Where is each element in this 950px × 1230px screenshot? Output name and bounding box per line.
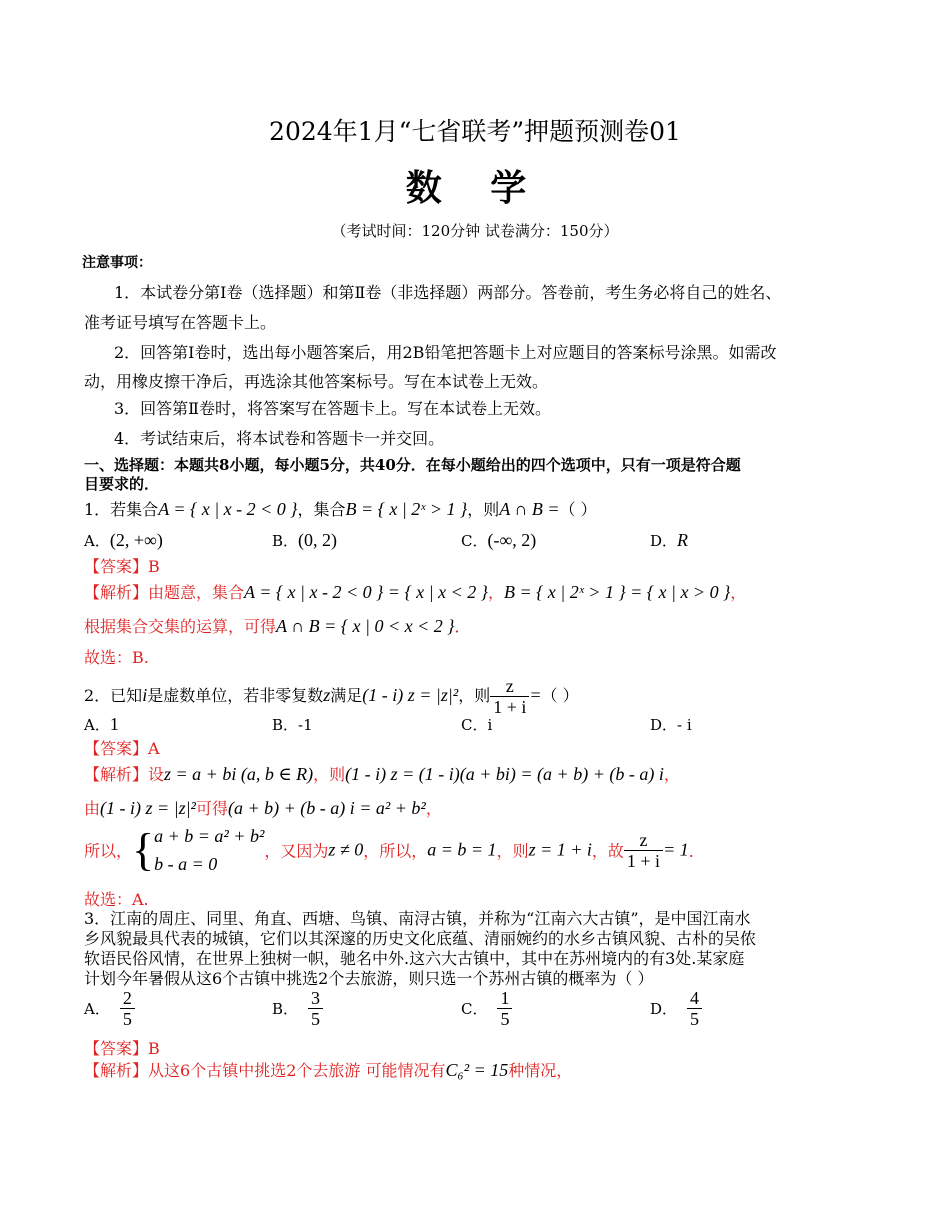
q3-option-a: A． $\frac{2}{5}$ (84, 988, 135, 1029)
q1-option-a: A．(2, +∞) (84, 530, 163, 550)
q2-answer: 【答案】A (84, 739, 160, 758)
note-4: 4．考试结束后，将本试卷和答题卡一并交回。 (114, 429, 445, 448)
paper-title: 2024年1月“七省联考”押题预测卷01 (269, 117, 681, 146)
q1-set-b: B = { x | 2ˣ > 1 } (345, 499, 468, 519)
q3-line-3: 软语民俗风情，在世界上独树一帜，驰名中外.这六大古镇中，其中在苏州境内的有3处.某家庭 (84, 949, 745, 968)
q1-option-b: B．(0, 2) (272, 530, 338, 550)
q3-line-1: 3．江南的周庄、同里、角直、西塘、鸟镇、南浔古镇，并称为“江南六大古镇”，是中国江南水 (84, 909, 751, 928)
q3-option-d: D． $\frac{4}{5}$ (650, 988, 702, 1029)
q2-analysis-1: 【解析】设z = a + bi (a, b ∈ R)，则(1 - i) z = (1 - i)(a + bi) = (a + b) + (b - a) i， (84, 764, 680, 784)
q1-expr: A ∩ B = (499, 499, 560, 519)
q2-option-a: A．1 (84, 714, 119, 734)
note-2b: 动，用橡皮擦干净后，再选涂其他答案标号。写在本试卷上无效。 (84, 372, 549, 391)
section-heading-1: 一、选择题：本题共8小题，每小题5分，共40分．在每小题给出的四个选项中，只有一项是符合题 (84, 456, 741, 474)
q1-mid: ，集合 (297, 500, 346, 519)
note-1a: 1．本试卷分第Ⅰ卷（选择题）和第Ⅱ卷（非选择题）两部分。答卷前，考生务必将自己的姓名、 (114, 283, 782, 302)
q1-analysis-1: 【解析】由题意，集合A = { x | x - 2 < 0 } = { x | x < 2 }，B = { x | 2ˣ > 1 } = { x | x > 0 }， (84, 582, 747, 602)
q2-option-d: D．- i (650, 716, 692, 734)
q1-option-d: D．R (650, 530, 689, 550)
q1-set-a: A = { x | x - 2 < 0 } (158, 499, 298, 519)
imag-unit: i (142, 685, 148, 705)
equation-system: a + b = a² + b² b - a = 0 (154, 826, 265, 874)
q3-answer: 【答案】B (84, 1039, 160, 1058)
q3-line-4: 计划今年暑假从这6个古镇中挑选2个去旅游，则只选一个苏州古镇的概率为（ ） (84, 969, 654, 988)
question-2-stem: 2．已知i是虚数单位，若非零复数z满足(1 - i) z = |z|²，则 $\frac{z}{1 + i}$ =（ ） (84, 676, 579, 717)
subject-title: 数 学 (405, 167, 545, 209)
q2-analysis-3: 所以，{ a + b = a² + b² b - a = 0 ，又因为z ≠ 0，所以，a = b = 1，则z = 1 + i，故 $\frac{z}{1 + i}$ = 1． (84, 822, 705, 878)
q2-option-b: B．-1 (272, 716, 313, 734)
q2-choice: 故选：A. (84, 890, 149, 909)
q1-answer: 【答案】B (84, 557, 160, 576)
q2-option-c: C．i (461, 716, 493, 734)
note-2a: 2．回答第Ⅰ卷时，选出每小题答案后，用2B铅笔把答题卡上对应题目的答案标号涂黑。如需改 (114, 343, 777, 362)
q3-line-2: 乡风貌最具代表的城镇，它们以其深邃的历史文化底蕴、清丽婉约的水乡古镇风貌、古朴的吴侬 (84, 929, 757, 948)
q1-paren: （ ） (559, 500, 597, 519)
question-1-stem (84, 497, 597, 520)
q2-analysis-2: 由(1 - i) z = |z|²可得(a + b) + (b - a) i = a² + b²， (84, 798, 442, 818)
q2-fraction: $\frac{z}{1 + i}$ (490, 676, 529, 717)
section-heading-2: 目要求的． (84, 475, 160, 493)
q3-analysis-1: 【解析】从这6个古镇中挑选2个去旅游 可能情况有C₆² = 15种情况， (84, 1060, 573, 1080)
q1-post: ，则 (467, 500, 500, 519)
q1-choice: 故选：B. (84, 648, 149, 667)
exam-meta: （考试时间：120分钟 试卷满分：150分） (331, 222, 619, 240)
note-1b: 准考证号填写在答题卡上。 (84, 313, 277, 332)
q3-option-c: C． $\frac{1}{5}$ (461, 988, 512, 1029)
q1-analysis-2: 根据集合交集的运算，可得A ∩ B = { x | 0 < x < 2 }． (84, 616, 471, 636)
q1-pre: 1．若集合 (84, 500, 159, 519)
notes-heading: 注意事项： (82, 255, 152, 271)
note-3: 3．回答第Ⅱ卷时，将答案写在答题卡上。写在本试卷上无效。 (114, 399, 552, 418)
q2-analysis-fraction: $\frac{z}{1 + i}$ (624, 830, 663, 871)
q1-option-c: C．(-∞, 2) (461, 530, 537, 550)
q3-option-b: B． $\frac{3}{5}$ (272, 988, 323, 1029)
